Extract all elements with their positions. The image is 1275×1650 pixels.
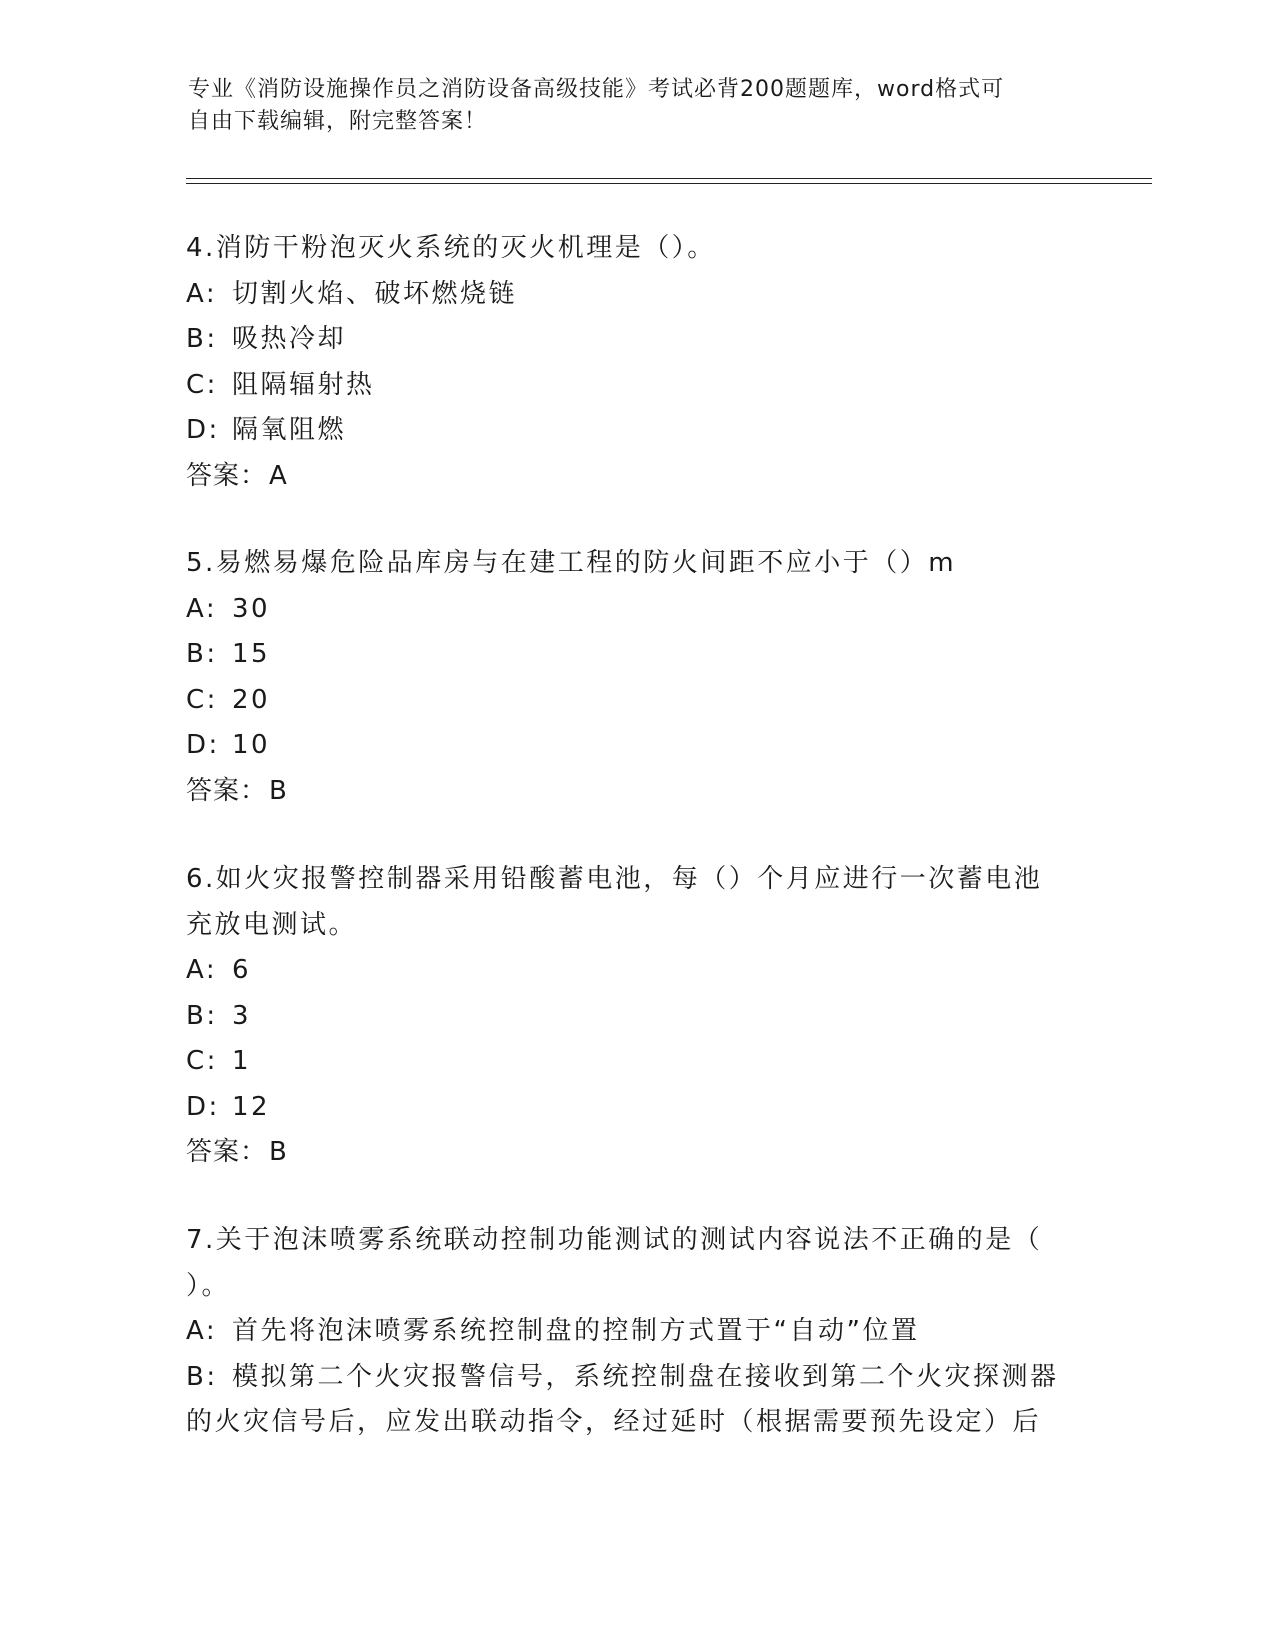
question-stem-line-2: ）。 — [186, 1270, 231, 1301]
question-stem-line-2: 充放电测试。 — [186, 909, 358, 940]
question-7 — [186, 1218, 1086, 1446]
question-stem-line-1: 7.关于泡沫喷雾系统联动控制功能测试的测试内容说法不正确的是（ — [186, 1225, 1043, 1255]
option-a: A: 首先将泡沫喷雾系统控制盘的控制方式置于“自动”位置 — [186, 1316, 920, 1346]
option-c: C: 阻隔辐射热 — [186, 369, 375, 400]
option-d: D: 隔氧阻燃 — [186, 415, 347, 445]
option-b: B: 15 — [186, 639, 271, 669]
option-c: C: 20 — [186, 684, 271, 715]
question-stem: 4.消防干粉泡灭火系统的灭火机理是（）。 — [186, 233, 716, 263]
header-line-2: 自由下载编辑，附完整答案！ — [188, 109, 488, 134]
question-5 — [186, 541, 1086, 814]
option-a: A: 切割火焰、破坏燃烧链 — [186, 278, 518, 309]
document-header — [188, 74, 1068, 138]
header-divider-bottom — [186, 183, 1152, 184]
option-a: A: 6 — [186, 955, 252, 985]
option-b: B: 吸热冷却 — [186, 324, 347, 354]
option-b: B: 3 — [186, 1000, 252, 1031]
answer: 答案：B — [186, 1137, 288, 1167]
header-line-1: 专业《消防设施操作员之消防设备高级技能》考试必背200题题库，word格式可 — [188, 77, 1005, 102]
option-a: A: 30 — [186, 593, 271, 624]
option-b-continuation: 的火灾信号后，应发出联动指令，经过延时（根据需要预先设定）后 — [186, 1407, 1042, 1437]
question-stem-line-1: 6.如火灾报警控制器采用铅酸蓄电池，每（）个月应进行一次蓄电池 — [186, 864, 1043, 894]
answer: 答案：B — [186, 775, 288, 806]
option-d: D: 10 — [186, 730, 271, 760]
option-d: D: 12 — [186, 1091, 271, 1122]
question-4 — [186, 226, 1086, 499]
option-b: B: 模拟第二个火灾报警信号，系统控制盘在接收到第二个火灾探测器 — [186, 1361, 1059, 1392]
question-6 — [186, 857, 1086, 1176]
question-stem: 5.易燃易爆危险品库房与在建工程的防火间距不应小于（）m — [186, 548, 957, 578]
answer: 答案：A — [186, 460, 288, 491]
option-c: C: 1 — [186, 1046, 252, 1076]
header-divider-top — [186, 178, 1152, 179]
